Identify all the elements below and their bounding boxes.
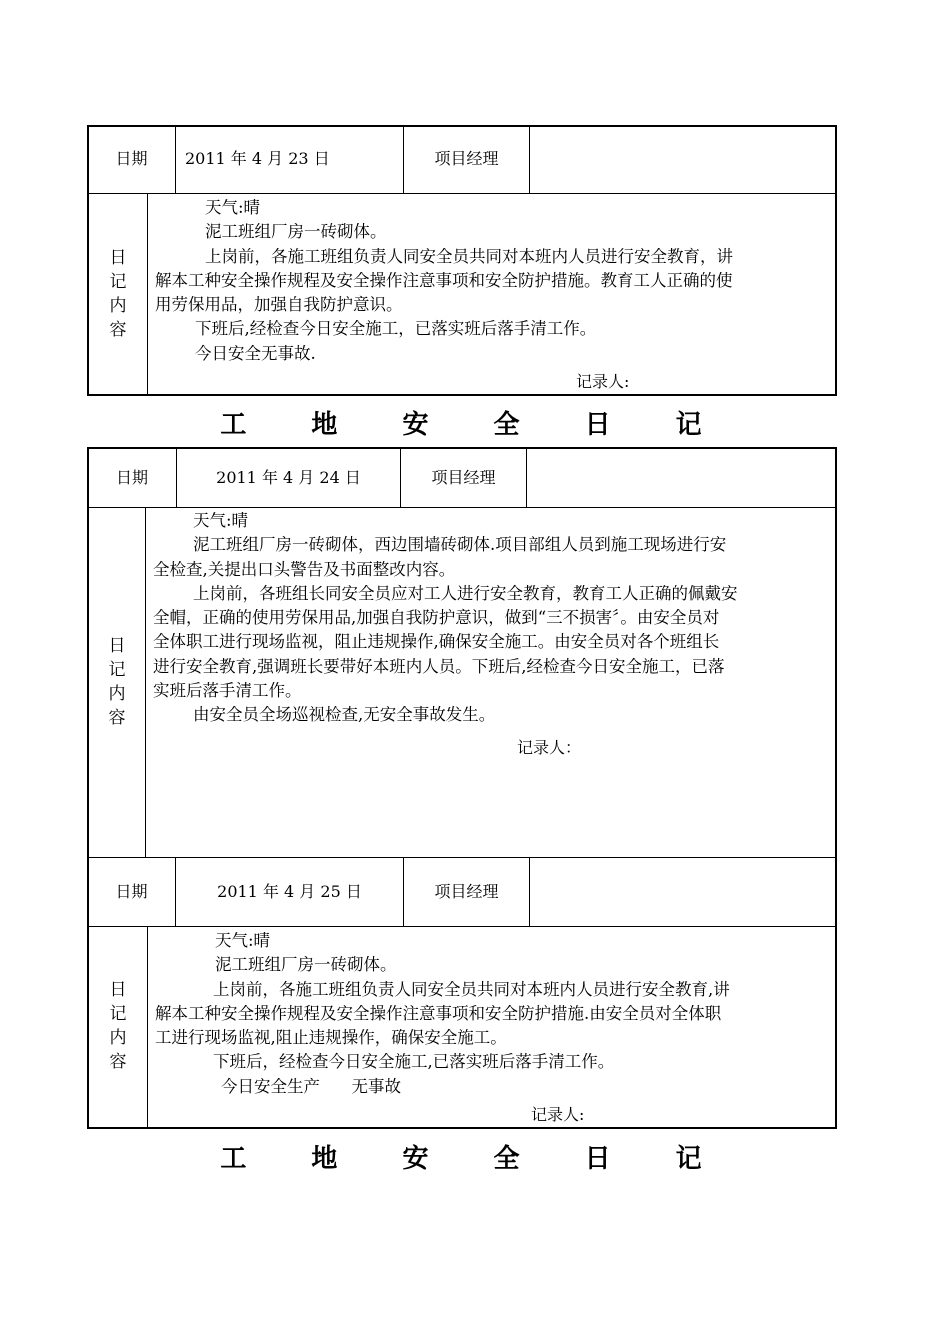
recorder-label: 记录人:: [576, 372, 630, 391]
manager-label: 项目经理: [434, 882, 499, 901]
divider: [529, 126, 530, 194]
manager-label: 项目经理: [431, 468, 496, 487]
date-value: 2011 年 4 月 25 日: [217, 882, 362, 901]
log-content: 天气:晴 泥工班组厂房一砖砌体。 上岗前，各施工班组负责人同安全员共同对本班内人员进行安全教育，讲 解本工种安全操作规程及安全操作注意事项和安全防护措施。教育工人正确的使 用劳保用品，加强自我防护意识。 下班后,经检查今日安全施工，已落实班后落手清工作。 今日安全无事故.: [155, 198, 733, 363]
log-content: 天气:晴 泥工班组厂房一砖砌体。 上岗前，各施工班组负责人同安全员共同对本班内人员进行安全教育,讲 解本工种安全操作规程及安全操作注意事项和安全防护措施.由安全员对全体职 工进行现场监视,阻止违规操作，确保安全施工。 下班后，经检查今日安全施工,已落实班后落手清工作。 今日安全生产 无事故: [155, 931, 730, 1096]
content-label: 日 记 内 容: [109, 248, 127, 340]
recorder-label: 记录人:: [531, 1105, 585, 1124]
divider: [88, 507, 836, 508]
divider: [88, 193, 836, 194]
date-label: 日期: [115, 882, 148, 901]
divider: [147, 194, 148, 395]
date-value: 2011 年 4 月 24 日: [216, 468, 361, 487]
date-value: 2011 年 4 月 23 日: [185, 149, 330, 168]
divider: [529, 858, 530, 926]
manager-label: 项目经理: [434, 149, 499, 168]
divider: [88, 857, 836, 858]
divider: [175, 126, 176, 194]
recorder-label: 记录人：: [517, 738, 582, 757]
date-label: 日期: [115, 149, 148, 168]
divider: [526, 448, 527, 508]
content-label: 日 记 内 容: [109, 980, 127, 1072]
content-label: 日 记 内 容: [108, 636, 126, 728]
divider: [147, 927, 148, 1128]
log-content: 天气:晴 泥工班组厂房一砖砌体，西边围墙砖砌体.项目部组人员到施工现场进行安 全检查,关提出口头警告及书面整改内容。 上岗前，各班组长同安全员应对工人进行安全教育，教育工人正确的佩戴安 全帽，正确的使用劳保用品,加强自我防护意识，做到“三不损害〞。由安全员对 全体职工进行现场监视，阻止违规操作,确保安全施工。由安全员对各个班组长 进行安全教育,强调班长要带好本班内人员。下班后,经检查今日安全施工，已落 实班后落手清工作。 由安全员全场巡视检查,无安全事故发生。: [153, 511, 738, 725]
divider: [88, 926, 836, 927]
divider: [145, 508, 146, 857]
date-label: 日期: [115, 468, 148, 487]
page-title: 工 地 安 全 日 记: [220, 410, 730, 440]
page-title: 工 地 安 全 日 记: [220, 1144, 730, 1174]
